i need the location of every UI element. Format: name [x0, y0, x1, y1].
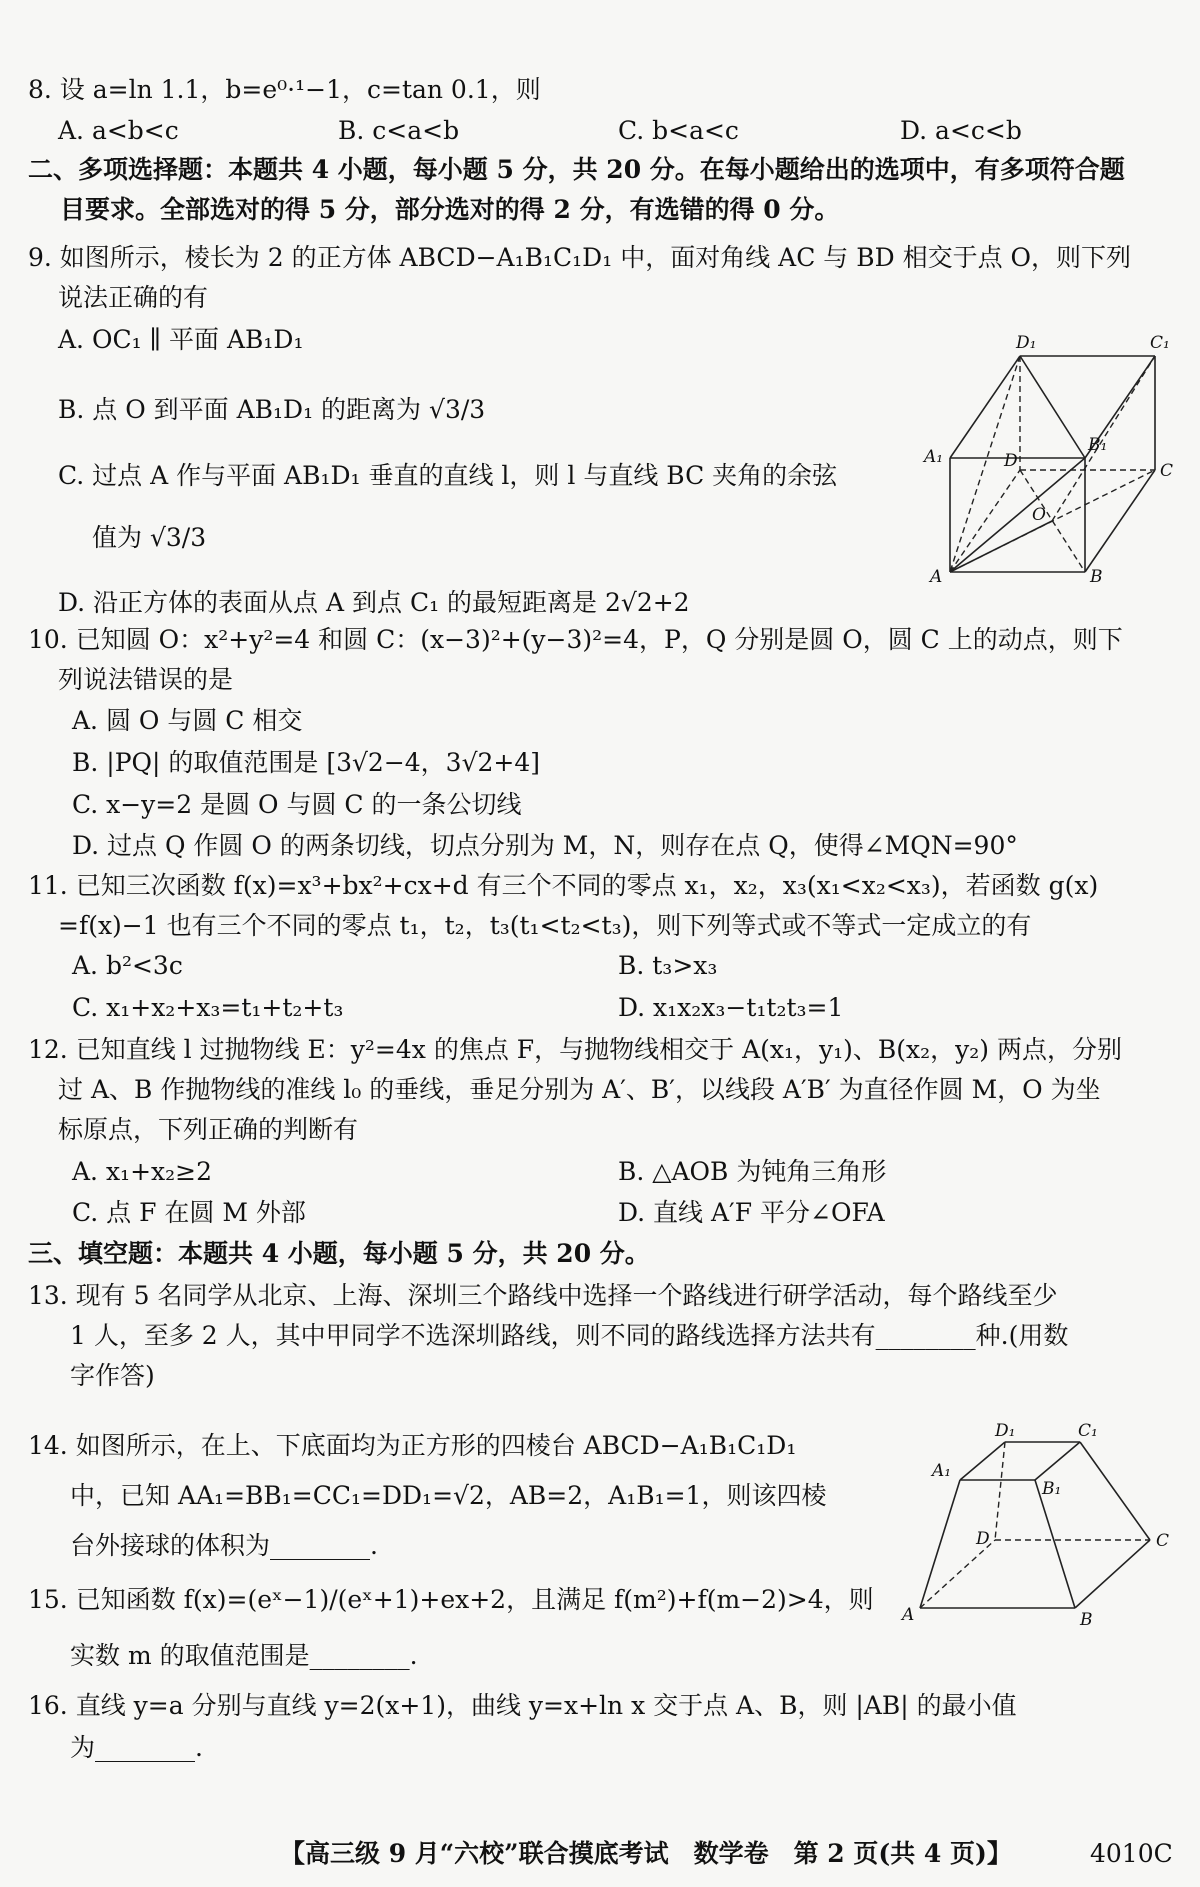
edge-b1-b [1035, 1480, 1075, 1608]
q10-option-b: B. |PQ| 的取值范围是 [3√2−4，3√2+4] [72, 748, 541, 777]
q8-option-c: C. b<a<c [618, 116, 739, 145]
edge-a1-d1 [950, 356, 1020, 458]
q15-stem-line1: 15. 已知函数 f(x)=(eˣ−1)/(eˣ+1)+ex+2，且满足 f(m²)+f(m−2)>4，则 [28, 1585, 874, 1614]
q12-option-b: B. △AOB 为钝角三角形 [618, 1157, 887, 1186]
label-c1: C₁ [1150, 333, 1170, 353]
q8-option-d: D. a<c<b [900, 116, 1022, 145]
q13-stem-line3: 字作答) [70, 1361, 155, 1390]
q16-stem-line1: 16. 直线 y=a 分别与直线 y=2(x+1)，曲线 y=x+ln x 交于点 A、B，则 |AB| 的最小值 [28, 1691, 1017, 1720]
q9-option-d: D. 沿正方体的表面从点 A 到点 C₁ 的最短距离是 2√2+2 [58, 588, 690, 617]
q12-stem-line2: 过 A、B 作抛物线的准线 l₀ 的垂线，垂足分别为 A′、B′，以线段 A′B′ 为直径作圆 M，O 为坐 [58, 1075, 1101, 1104]
diag-a-b1 [950, 458, 1085, 572]
q14-stem-line3: 台外接球的体积为________. [70, 1531, 378, 1560]
q15-stem-line2: 实数 m 的取值范围是________. [70, 1641, 418, 1670]
edge-a1-a [920, 1480, 960, 1608]
footer-title: 【高三级 9 月“六校”联合摸底考试 数学卷 第 2 页(共 4 页)】 [280, 1839, 1012, 1868]
q8-stem: 8. 设 a=ln 1.1，b=e⁰·¹−1，c=tan 0.1，则 [28, 75, 541, 104]
q9-option-c-line2: 值为 √3/3 [92, 523, 207, 552]
q16-stem-line2: 为________. [70, 1733, 203, 1762]
q12-stem-line1: 12. 已知直线 l 过抛物线 E：y²=4x 的焦点 F，与抛物线相交于 A(x₁，y₁)、B(x₂，y₂) 两点，分别 [28, 1035, 1122, 1064]
q13-stem-line1: 13. 现有 5 名同学从北京、上海、深圳三个路线中选择一个路线进行研学活动，每个路线至少 [28, 1281, 1058, 1310]
q12-option-a: A. x₁+x₂≥2 [72, 1157, 212, 1186]
footer-code: 4010C [1090, 1839, 1173, 1868]
q10-stem-line2: 列说法错误的是 [58, 665, 234, 694]
edge-d1-d [995, 1442, 1005, 1540]
q11-option-d: D. x₁x₂x₃−t₁t₂t₃=1 [618, 993, 844, 1022]
frustum-figure [900, 1420, 1175, 1635]
q14-stem-line1: 14. 如图所示，在上、下底面均为正方形的四棱台 ABCD−A₁B₁C₁D₁ [28, 1431, 797, 1460]
q11-stem-line1: 11. 已知三次函数 f(x)=x³+bx²+cx+d 有三个不同的零点 x₁，x₂，x₃(x₁<x₂<x₃)，若函数 g(x) [28, 871, 1099, 900]
label-b: B [1090, 567, 1103, 587]
q12-option-d: D. 直线 A′F 平分∠OFA [618, 1198, 885, 1227]
q10-option-c: C. x−y=2 是圆 O 与圆 C 的一条公切线 [72, 790, 522, 819]
section3-heading: 三、填空题：本题共 4 小题，每小题 5 分，共 20 分。 [28, 1239, 650, 1268]
edge-b-c [1075, 1540, 1150, 1608]
label-d1: D₁ [995, 1421, 1016, 1441]
cube-figure [920, 330, 1175, 590]
q8-option-a: A. a<b<c [58, 116, 179, 145]
q14-stem-line2: 中，已知 AA₁=BB₁=CC₁=DD₁=√2，AB=2，A₁B₁=1，则该四棱 [70, 1481, 827, 1510]
edge-c1-c [1080, 1442, 1150, 1540]
q10-stem-line1: 10. 已知圆 O：x²+y²=4 和圆 C：(x−3)²+(y−3)²=4，P，Q 分别是圆 O，圆 C 上的动点，则下 [28, 625, 1123, 654]
label-d1: D₁ [1016, 333, 1037, 353]
q11-option-a: A. b²<3c [72, 951, 183, 980]
q9-stem-line1: 9. 如图所示，棱长为 2 的正方体 ABCD−A₁B₁C₁D₁ 中，面对角线 AC 与 BD 相交于点 O，则下列 [28, 243, 1132, 272]
q8-option-b: B. c<a<b [338, 116, 460, 145]
q11-stem-line2: =f(x)−1 也有三个不同的零点 t₁，t₂，t₃(t₁<t₂<t₃)，则下列等式或不等式一定成立的有 [58, 911, 1032, 940]
q11-option-b: B. t₃>x₃ [618, 951, 718, 980]
q9-stem-line2: 说法正确的有 [58, 283, 209, 312]
label-a: A [902, 1605, 915, 1625]
label-b1: B₁ [1088, 435, 1108, 455]
q9-option-c-line1: C. 过点 A 作与平面 AB₁D₁ 垂直的直线 l，则 l 与直线 BC 夹角的余弦 [58, 461, 838, 490]
section2-heading-line1: 二、多项选择题：本题共 4 小题，每小题 5 分，共 20 分。在每小题给出的选项中，有多项符合题 [28, 155, 1125, 184]
q13-stem-line2: 1 人，至多 2 人，其中甲同学不选深圳路线，则不同的路线选择方法共有________种.(用数 [70, 1321, 1069, 1350]
q9-option-a: A. OC₁ ∥ 平面 AB₁D₁ [58, 325, 304, 354]
label-c: C [1160, 461, 1174, 481]
q12-option-c: C. 点 F 在圆 M 外部 [72, 1198, 306, 1227]
diag-d1-b1 [1020, 356, 1085, 458]
edge-a1-d1 [960, 1442, 1005, 1480]
label-c: C [1156, 1531, 1170, 1551]
q11-option-c: C. x₁+x₂+x₃=t₁+t₂+t₃ [72, 993, 344, 1022]
label-a1: A₁ [924, 447, 944, 467]
q10-option-a: A. 圆 O 与圆 C 相交 [72, 706, 303, 735]
label-d: D [1004, 451, 1018, 471]
edge-c1-b1 [1035, 1442, 1080, 1480]
label-b: B [1080, 1610, 1093, 1630]
section2-heading-line2: 目要求。全部选对的得 5 分，部分选对的得 2 分，有选错的得 0 分。 [60, 195, 840, 224]
label-a1: A₁ [932, 1461, 952, 1481]
q12-stem-line3: 标原点，下列正确的判断有 [58, 1115, 359, 1144]
label-o: O [1032, 505, 1046, 525]
label-c1: C₁ [1078, 1421, 1098, 1441]
label-a: A [930, 567, 943, 587]
label-b1: B₁ [1042, 1479, 1062, 1499]
q10-option-d: D. 过点 Q 作圆 O 的两条切线，切点分别为 M，N，则存在点 Q，使得∠MQN=90° [72, 831, 1018, 860]
edge-c-b [1085, 470, 1155, 572]
q9-option-b: B. 点 O 到平面 AB₁D₁ 的距离为 √3/3 [58, 395, 486, 424]
label-d: D [976, 1529, 990, 1549]
